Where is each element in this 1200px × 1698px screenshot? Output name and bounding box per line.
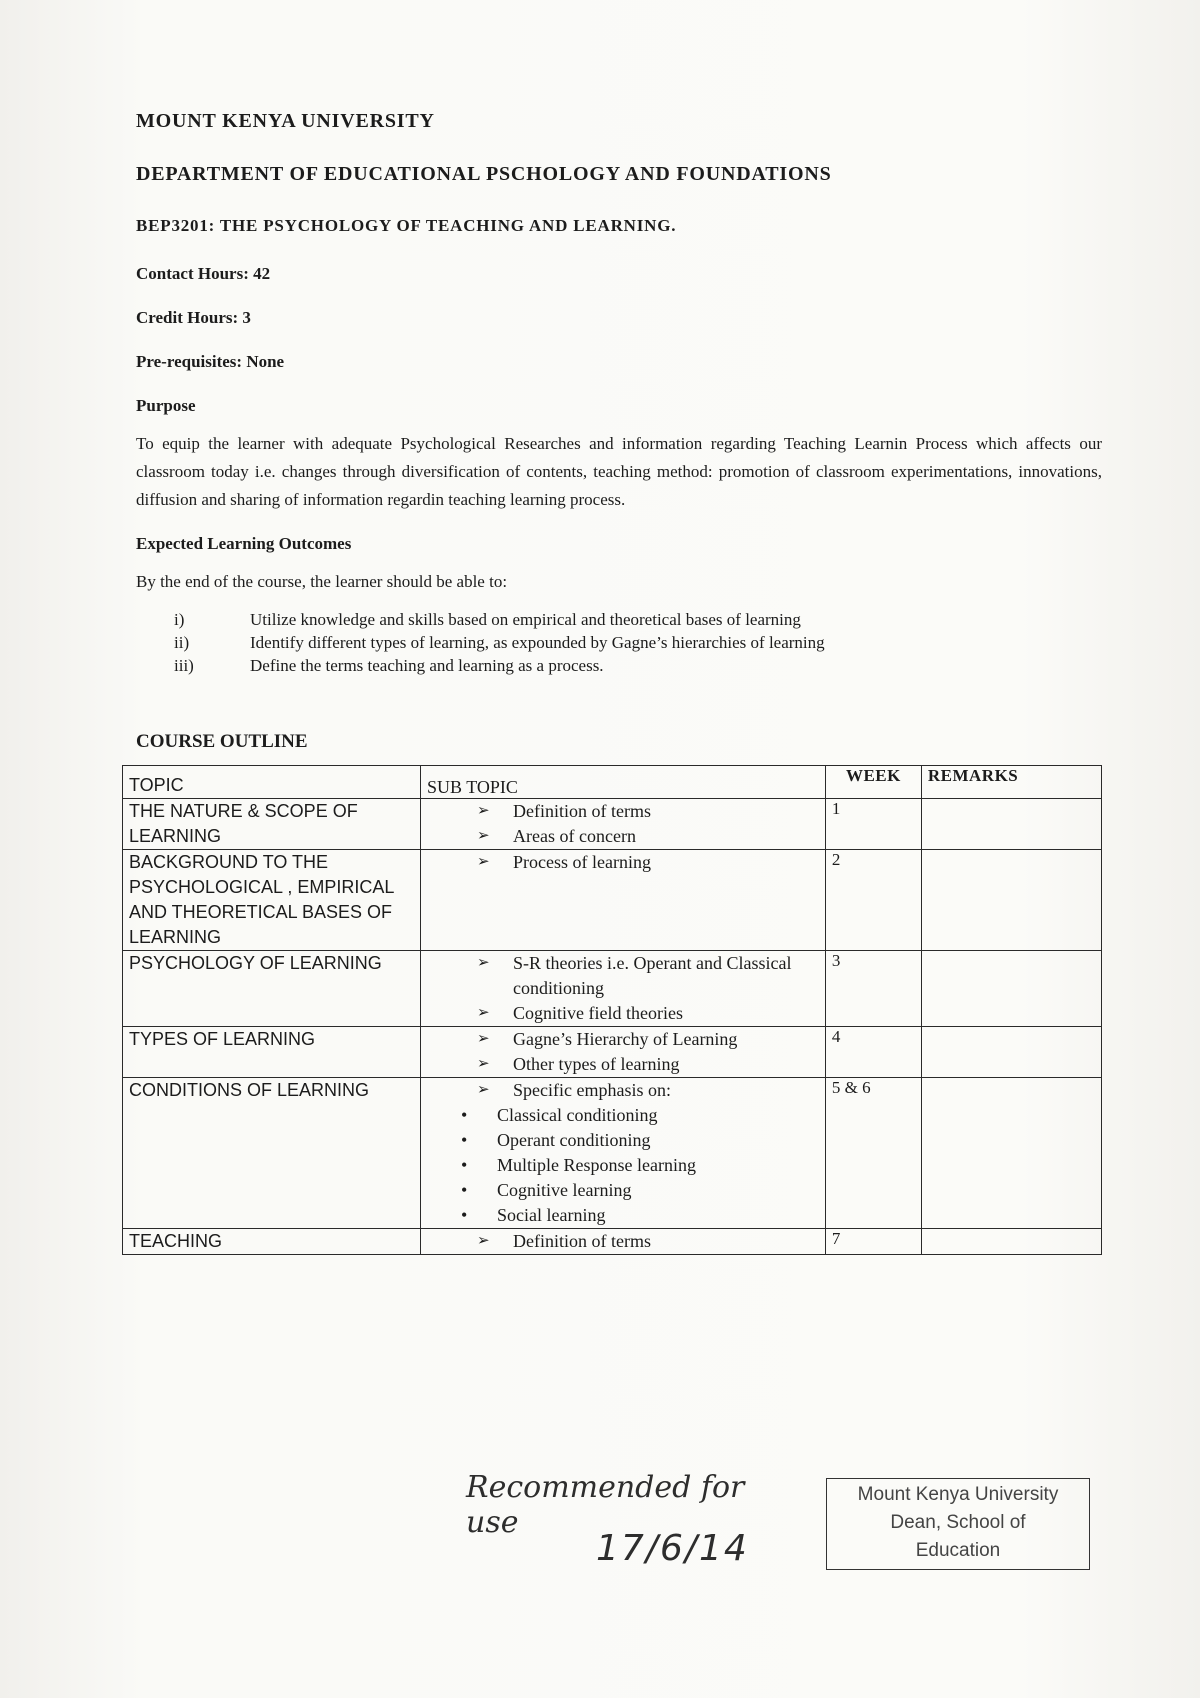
outcome-number: i) [174, 610, 185, 629]
handwritten-annotation [466, 1470, 806, 1600]
purpose-text: To equip the learner with adequate Psychological Researches and information regarding Teaching Learnin Process which affects our classroom today i.e. changes through diversification of contents, teaching method: promotion of classroom experimentations, innovations, diffusion and sharing of information regardin teaching learning process. [136, 434, 1102, 509]
arrow-bullet-icon: ➢ [477, 1031, 490, 1047]
emphasis-item [461, 1153, 819, 1178]
arrow-bullet-icon: ➢ [477, 1233, 490, 1249]
outcomes-heading: Expected Learning Outcomes [136, 534, 352, 553]
bullet-dot-icon: • [461, 1155, 468, 1175]
arrow-bullet-icon: ➢ [477, 1005, 490, 1021]
emphasis-text: Classical conditioning [497, 1105, 658, 1125]
topic-cell: BACKGROUND TO THE PSYCHOLOGICAL , EMPIRICAL AND THEORETICAL BASES OF LEARNING [123, 850, 421, 951]
subtopic-text: Other types of learning [513, 1054, 680, 1074]
arrow-bullet-icon: ➢ [477, 1082, 490, 1098]
credit-hours: Credit Hours: 3 [136, 308, 251, 327]
outcome-text: Identify different types of learning, as expounded by Gagne’s hierarchies of learning [250, 633, 825, 652]
subtopic-list [427, 1027, 819, 1077]
subtopic-item [477, 1229, 819, 1254]
column-header-subtopic: SUB TOPIC [421, 766, 826, 799]
remarks-cell [921, 1078, 1101, 1229]
outcome-number: iii) [174, 656, 194, 675]
topic-cell: TEACHING [123, 1229, 421, 1255]
emphasis-text: Multiple Response learning [497, 1155, 696, 1175]
subtopic-cell [421, 951, 826, 1027]
stamp-line: Mount Kenya University [857, 1484, 1059, 1505]
topic-cell: PSYCHOLOGY OF LEARNING [123, 951, 421, 1027]
bullet-dot-icon: • [461, 1205, 468, 1225]
course-title: BEP3201: THE PSYCHOLOGY OF TEACHING AND LEARNING. [136, 216, 677, 235]
document-body [129, 110, 1102, 1255]
subtopic-list [427, 799, 819, 849]
bullet-dot-icon: • [461, 1105, 468, 1125]
arrow-bullet-icon: ➢ [477, 854, 490, 870]
bullet-dot-icon: • [461, 1180, 468, 1200]
outcomes-intro: By the end of the course, the learner should be able to: [136, 572, 508, 591]
subtopic-item [477, 1001, 819, 1026]
subtopic-item [477, 1078, 819, 1103]
outcome-text: Define the terms teaching and learning as a process. [250, 656, 604, 675]
dean-stamp [826, 1478, 1090, 1570]
stamp-line: Dean, School of [890, 1512, 1026, 1533]
subtopic-item [477, 951, 819, 1001]
column-header-topic: TOPIC [123, 766, 421, 799]
arrow-bullet-icon: ➢ [477, 828, 490, 844]
table-row [123, 1229, 1102, 1255]
emphasis-item [461, 1128, 819, 1153]
arrow-bullet-icon: ➢ [477, 1056, 490, 1072]
table-row [123, 799, 1102, 850]
subtopic-list [427, 951, 819, 1026]
column-header-remarks: REMARKS [921, 766, 1101, 799]
subtopic-item [477, 799, 819, 824]
emphasis-text: Operant conditioning [497, 1130, 651, 1150]
subtopic-text: Gagne’s Hierarchy of Learning [513, 1029, 738, 1049]
table-row [123, 850, 1102, 951]
subtopic-cell [421, 1078, 826, 1229]
subtopic-cell [421, 1229, 826, 1255]
bullet-dot-icon: • [461, 1130, 468, 1150]
remarks-cell [921, 850, 1101, 951]
outcome-item [136, 608, 1102, 631]
prerequisites: Pre-requisites: None [136, 352, 285, 371]
course-outline-heading: COURSE OUTLINE [136, 731, 308, 752]
outcome-number: ii) [174, 633, 190, 652]
week-cell: 7 [825, 1229, 921, 1255]
topic-cell: TYPES OF LEARNING [123, 1027, 421, 1078]
subtopic-list [427, 1078, 819, 1103]
remarks-cell [921, 799, 1101, 850]
week-cell: 2 [825, 850, 921, 951]
topic-cell: CONDITIONS OF LEARNING [123, 1078, 421, 1229]
department-name: DEPARTMENT OF EDUCATIONAL PSCHOLOGY AND FOUNDATIONS [136, 163, 832, 185]
emphasis-text: Social learning [497, 1205, 606, 1225]
table-row [123, 1078, 1102, 1229]
subtopic-text: S-R theories i.e. Operant and Classical conditioning [513, 953, 792, 998]
subtopic-text: Cognitive field theories [513, 1003, 683, 1023]
topic-cell: THE NATURE & SCOPE OF LEARNING [123, 799, 421, 850]
remarks-cell [921, 1229, 1101, 1255]
purpose-heading: Purpose [136, 396, 196, 415]
table-row [123, 1027, 1102, 1078]
subtopic-text: Definition of terms [513, 801, 652, 821]
subtopic-text: Areas of concern [513, 826, 636, 846]
arrow-bullet-icon: ➢ [477, 955, 490, 971]
university-name: MOUNT KENYA UNIVERSITY [136, 110, 435, 132]
arrow-bullet-icon: ➢ [477, 803, 490, 819]
subtopic-text: Process of learning [513, 852, 651, 872]
outcome-item [136, 631, 1102, 654]
subtopic-item [477, 1052, 819, 1077]
week-cell: 3 [825, 951, 921, 1027]
subtopic-list [427, 1229, 819, 1254]
week-cell: 1 [825, 799, 921, 850]
week-cell: 5 & 6 [825, 1078, 921, 1229]
emphasis-text: Cognitive learning [497, 1180, 632, 1200]
remarks-cell [921, 951, 1101, 1027]
week-cell: 4 [825, 1027, 921, 1078]
table-row [123, 951, 1102, 1027]
subtopic-cell [421, 799, 826, 850]
subtopic-cell [421, 850, 826, 951]
outcome-item [136, 654, 1102, 677]
subtopic-cell [421, 1027, 826, 1078]
handwritten-date: 17/6/14 [596, 1528, 749, 1569]
stamp-line: Education [915, 1540, 1001, 1561]
subtopic-item [477, 850, 819, 875]
subtopic-text: Definition of terms [513, 1231, 652, 1251]
emphasis-list [427, 1103, 819, 1228]
emphasis-item [461, 1203, 819, 1228]
subtopic-item [477, 824, 819, 849]
subtopic-list [427, 850, 819, 875]
emphasis-item [461, 1103, 819, 1128]
outcomes-list [136, 608, 1102, 677]
column-header-week: WEEK [825, 766, 921, 799]
subtopic-item [477, 1027, 819, 1052]
contact-hours: Contact Hours: 42 [136, 264, 271, 283]
handwritten-note: Recommended for use [466, 1470, 745, 1540]
outcome-text: Utilize knowledge and skills based on empirical and theoretical bases of learning [250, 610, 801, 629]
course-outline-table [122, 765, 1102, 1255]
table-header-row [123, 766, 1102, 799]
emphasis-item [461, 1178, 819, 1203]
remarks-cell [921, 1027, 1101, 1078]
subtopic-text: Specific emphasis on: [513, 1080, 671, 1100]
